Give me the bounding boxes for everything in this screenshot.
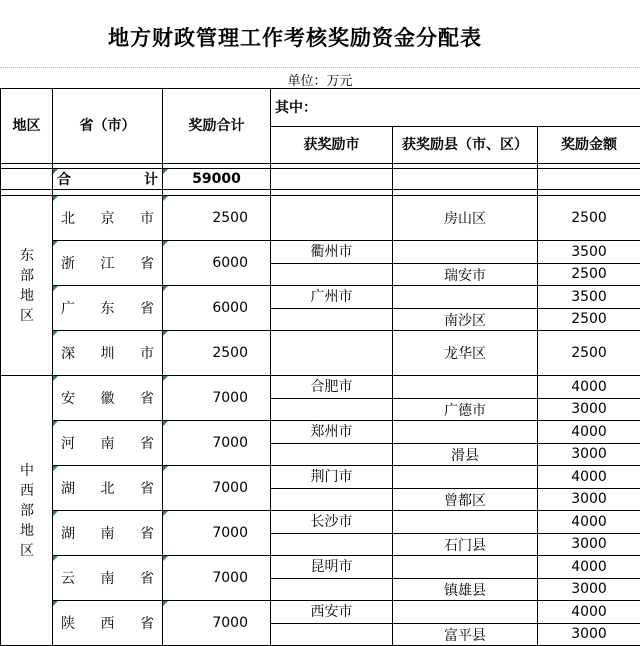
province-name-char: 北: [101, 478, 115, 498]
page-title: 地方财政管理工作考核奖励资金分配表: [0, 22, 590, 52]
award-county: [393, 601, 538, 624]
award-county: [393, 466, 538, 489]
award-county: [393, 511, 538, 534]
province-total: 7000: [163, 421, 271, 466]
award-city: 长沙市: [271, 511, 393, 534]
table-row: [1, 466, 640, 489]
award-amount: 3000: [538, 623, 640, 646]
table-row: [1, 196, 640, 219]
province-total: 7000: [163, 511, 271, 556]
award-county: 瑞安市: [393, 263, 538, 286]
award-amount: 3000: [538, 578, 640, 601]
award-amount: 2500: [538, 308, 640, 331]
province-name-char: 陕: [61, 613, 75, 633]
award-city: 荆门市: [271, 466, 393, 489]
province-name-char: 深: [61, 343, 75, 363]
province-name-char: 北: [61, 208, 75, 228]
province-name-char: 东: [101, 298, 115, 318]
sum-row: [1, 169, 640, 190]
province-total: 7000: [163, 376, 271, 421]
award-county: 龙华区: [393, 331, 538, 376]
award-amount: 2500: [538, 331, 640, 376]
province-total: 7000: [163, 466, 271, 511]
award-amount: 3000: [538, 533, 640, 556]
province-name-char: 西: [101, 613, 115, 633]
province-name-char: 云: [61, 568, 75, 588]
province-name: [53, 511, 163, 556]
province-name-char: 浙: [61, 253, 75, 273]
province-total: 2500: [163, 331, 271, 376]
award-amount: 4000: [538, 601, 640, 624]
award-amount: 2500: [538, 196, 640, 241]
province-name-char: 市: [140, 208, 154, 228]
award-city: [271, 398, 393, 421]
award-amount: 3000: [538, 488, 640, 511]
province-name-char: 省: [140, 523, 154, 543]
header-city: 获奖励市: [271, 127, 393, 164]
province-name-char: 京: [101, 208, 115, 228]
award-city: 西安市: [271, 601, 393, 624]
province-total: 2500: [163, 196, 271, 241]
award-amount: 4000: [538, 511, 640, 534]
province-name-char: 省: [140, 253, 154, 273]
award-city: 合肥市: [271, 376, 393, 399]
award-city: [271, 331, 393, 376]
award-county: [393, 421, 538, 444]
table-row: [1, 601, 640, 624]
award-amount: 3500: [538, 286, 640, 309]
province-total: 6000: [163, 286, 271, 331]
province-name: [53, 601, 163, 646]
award-county: 广德市: [393, 398, 538, 421]
province-name-char: 省: [140, 388, 154, 408]
header-region: 地区: [1, 89, 53, 164]
award-city: [271, 533, 393, 556]
award-city: 郑州市: [271, 421, 393, 444]
sum-label-right: 计: [144, 169, 158, 189]
province-name-char: 市: [140, 343, 154, 363]
province-total: 7000: [163, 601, 271, 646]
province-name-char: 湖: [61, 523, 75, 543]
table-row: [1, 556, 640, 579]
table-row: [1, 421, 640, 444]
province-name-char: 南: [101, 568, 115, 588]
province-name-char: 省: [140, 478, 154, 498]
province-total: 7000: [163, 556, 271, 601]
award-county: 石门县: [393, 533, 538, 556]
province-name: [53, 196, 163, 241]
award-county: [393, 241, 538, 264]
province-name-char: 南: [101, 523, 115, 543]
province-name-char: 省: [140, 298, 154, 318]
table-row: [1, 331, 640, 354]
province-name: [53, 421, 163, 466]
province-name-char: 圳: [101, 343, 115, 363]
province-name-char: 省: [140, 433, 154, 453]
province-name-char: 安: [61, 388, 75, 408]
award-city: 广州市: [271, 286, 393, 309]
province-name-char: 南: [101, 433, 115, 453]
province-total: 6000: [163, 241, 271, 286]
award-county: 镇雄县: [393, 578, 538, 601]
province-name-char: 徽: [101, 388, 115, 408]
region-name: 东部地区: [1, 196, 53, 376]
award-amount: 3500: [538, 241, 640, 264]
province-name-char: 广: [61, 298, 75, 318]
province-name-char: 省: [140, 568, 154, 588]
header-total: 奖励合计: [163, 89, 271, 164]
award-county: [393, 286, 538, 309]
title-divider: [0, 67, 640, 68]
province-name: [53, 331, 163, 376]
table-row: [1, 286, 640, 309]
award-county: 南沙区: [393, 308, 538, 331]
header-of-which: 其中：: [271, 89, 640, 127]
province-name: [53, 376, 163, 421]
table-row: [1, 241, 640, 264]
province-name-char: 江: [101, 253, 115, 273]
award-city: [271, 308, 393, 331]
award-city: 衢州市: [271, 241, 393, 264]
province-name-char: 省: [140, 613, 154, 633]
award-amount: 4000: [538, 466, 640, 489]
award-county: [393, 376, 538, 399]
header-county: 获奖励县（市、区）: [393, 127, 538, 164]
award-amount: 4000: [538, 376, 640, 399]
sum-label-left: 合: [57, 169, 71, 189]
province-name-char: 湖: [61, 478, 75, 498]
award-city: 昆明市: [271, 556, 393, 579]
province-name: [53, 466, 163, 511]
award-city: [271, 263, 393, 286]
allocation-table: [0, 88, 640, 646]
award-amount: 3000: [538, 398, 640, 421]
award-county: [393, 556, 538, 579]
award-county: 富平县: [393, 623, 538, 646]
province-name-char: 河: [61, 433, 75, 453]
unit-label: 单位：万元: [0, 70, 640, 89]
award-city: [271, 196, 393, 241]
province-name: [53, 241, 163, 286]
table-row: [1, 511, 640, 534]
award-amount: 4000: [538, 556, 640, 579]
sum-total: 59000: [163, 169, 271, 190]
province-name: [53, 556, 163, 601]
header-province: 省（市）: [53, 89, 163, 164]
award-city: [271, 623, 393, 646]
award-amount: 4000: [538, 421, 640, 444]
region-name: 中西部地区: [1, 376, 53, 646]
award-city: [271, 443, 393, 466]
award-city: [271, 578, 393, 601]
award-county: 房山区: [393, 196, 538, 241]
award-amount: 3000: [538, 443, 640, 466]
award-amount: 2500: [538, 263, 640, 286]
award-county: 滑县: [393, 443, 538, 466]
award-city: [271, 488, 393, 511]
award-county: 曾都区: [393, 488, 538, 511]
province-name: [53, 286, 163, 331]
header-amount: 奖励金额: [538, 127, 640, 164]
table-row: [1, 376, 640, 399]
